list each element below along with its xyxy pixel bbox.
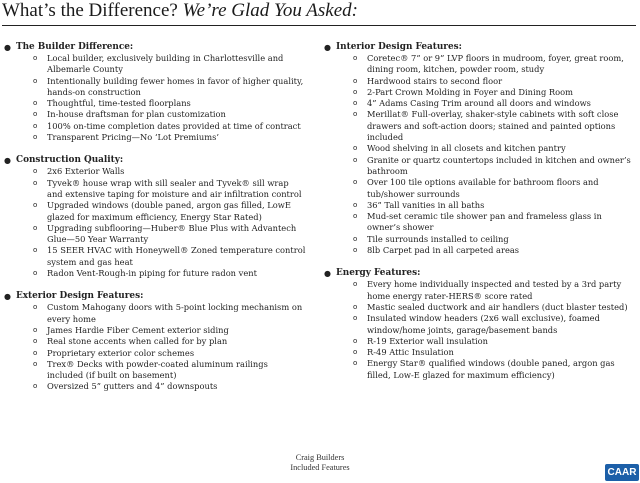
list-item-text: Energy Star® qualified windows (double paned, argon gas filled, Low-E glazed for maximum efficiency) (367, 358, 615, 380)
circle-bullet-icon: o (33, 337, 38, 346)
list-item-text: Over 100 tile options available for bathroom floors and tub/shower surrounds (367, 177, 599, 199)
circle-bullet-icon: o (353, 200, 358, 209)
list-item (2, 178, 306, 201)
circle-bullet-icon: o (353, 246, 358, 255)
list-item-text: Mud-set ceramic tile shower pan and frameless glass in owner’s shower (367, 211, 602, 233)
section-construction-quality (2, 154, 306, 279)
section-heading-text: Interior Design Features: (336, 42, 462, 52)
footer-subtitle: Included Features (290, 463, 350, 472)
circle-bullet-icon: o (353, 155, 358, 164)
circle-bullet-icon: o (353, 54, 358, 62)
list-item-text: 100% on-time completion dates provided at time of contract (47, 120, 301, 131)
circle-bullet-icon: o (353, 359, 358, 368)
circle-bullet-icon: o (33, 201, 38, 210)
circle-bullet-icon: o (33, 303, 38, 312)
circle-bullet-icon: o (353, 212, 358, 221)
circle-bullet-icon: o (33, 121, 38, 130)
list-item-text: Mastic sealed ductwork and air handlers (duct blaster tested) (367, 301, 628, 312)
list-item-text: Transparent Pricing—No ‘Lot Premiums’ (47, 132, 220, 143)
list-item-text: 2x6 Exterior Walls (47, 166, 125, 177)
circle-bullet-icon: o (353, 110, 358, 119)
list-item-text: Every home individually inspected and tested by a 3rd party home energy rater-HERS® score rated (367, 279, 622, 301)
list-item-text: Local builder, exclusively building in Charlottesville and Albemarle County (47, 53, 284, 75)
list-item-text: In-house draftsman for plan customization (47, 109, 226, 120)
title-italic: We’re Glad You Asked: (182, 0, 358, 21)
list-item-text: Upgraded windows (double paned, argon gas filled, LowE glazed for maximum efficiency, Energy Star Rated) (47, 200, 291, 222)
circle-bullet-icon: o (353, 99, 358, 108)
list-item-text: Intentionally building fewer homes in favor of higher quality, hands-on construction (47, 75, 304, 97)
list-item (2, 268, 306, 279)
circle-bullet-icon: o (33, 133, 38, 142)
list-item-text: Merillat® Full-overlay, shaker-style cabinets with soft close drawers and soft-action doors; stained and painted options included (367, 109, 619, 143)
section-heading (2, 41, 306, 53)
circle-bullet-icon: o (33, 99, 38, 108)
list-item (2, 348, 306, 359)
list-item (2, 121, 306, 132)
feature-list (322, 53, 634, 256)
feature-list (2, 53, 306, 143)
circle-bullet-icon: o (33, 348, 38, 357)
caar-logo: CAAR (605, 464, 639, 481)
list-item-text: Wood shelving in all closets and kitchen pantry (367, 143, 566, 154)
section-heading-text: Construction Quality: (16, 155, 124, 166)
section-heading-text: Energy Features: (336, 268, 421, 279)
list-item-text: 4” Adams Casing Trim around all doors and windows (367, 98, 591, 109)
section-interior-design (322, 41, 634, 256)
list-item (322, 53, 634, 76)
circle-bullet-icon: o (33, 223, 38, 232)
circle-bullet-icon: o (33, 76, 38, 85)
list-item-text: Trex® Decks with powder-coated aluminum railings included (if built on basement) (47, 358, 268, 381)
title-plain: What’s the Difference? (2, 0, 183, 21)
circle-bullet-icon: o (353, 280, 358, 289)
list-item (322, 109, 634, 143)
list-item (2, 200, 306, 223)
list-item (322, 234, 634, 245)
title-divider (2, 25, 636, 26)
list-item (2, 53, 306, 76)
section-heading (322, 41, 634, 53)
section-heading (2, 154, 306, 166)
list-item (322, 98, 634, 109)
list-item-text: Oversized 5” gutters and 4” downspouts (47, 381, 218, 392)
list-item-text: Proprietary exterior color schemes (47, 347, 195, 358)
list-item-text: Tile surrounds installed to ceiling (367, 233, 509, 244)
list-item (322, 211, 634, 234)
circle-bullet-icon: o (33, 54, 38, 62)
list-item (322, 177, 634, 200)
right-column (322, 41, 634, 392)
list-item (2, 302, 306, 325)
list-item (2, 223, 306, 246)
list-item-text: Hardwood stairs to second floor (367, 75, 503, 86)
circle-bullet-icon: o (353, 234, 358, 243)
list-item (2, 166, 306, 177)
list-item-text: Real stone accents when called for by plan (47, 336, 228, 347)
list-item-text: 2-Part Crown Molding in Foyer and Dining Room (367, 86, 574, 97)
circle-bullet-icon: o (353, 178, 358, 187)
circle-bullet-icon: o (33, 382, 38, 391)
list-item (2, 325, 306, 336)
list-item (2, 98, 306, 109)
bullet-icon: ● (4, 42, 11, 52)
circle-bullet-icon: o (353, 76, 358, 85)
list-item (322, 200, 634, 211)
list-item (322, 155, 634, 178)
section-heading (2, 290, 306, 302)
list-item (322, 313, 634, 336)
feature-list (2, 302, 306, 392)
circle-bullet-icon: o (33, 359, 38, 368)
list-item (2, 109, 306, 120)
bullet-icon: ● (324, 42, 331, 52)
section-heading (322, 267, 634, 279)
list-item (322, 302, 634, 313)
list-item (322, 87, 634, 98)
feature-list (322, 279, 634, 381)
circle-bullet-icon: o (353, 336, 358, 345)
list-item-text: Insulated window headers (2x6 wall exclusive), foamed window/home joints, garage/basement bands (367, 313, 600, 335)
list-item-text: R-49 Attic Insulation (367, 347, 454, 358)
list-item (322, 347, 634, 358)
circle-bullet-icon: o (353, 314, 358, 323)
list-item (2, 132, 306, 143)
feature-list (2, 166, 306, 279)
list-item-text: Coretec® 7” or 9” LVP floors in mudroom, foyer, great room, dining room, kitchen, powder room, study (367, 53, 624, 75)
list-item-text: Tyvek® house wrap with sill sealer and Tyvek® sill wrap and extensive taping for moisture and air infiltration control (47, 177, 302, 199)
list-item-text: 8lb Carpet pad in all carpeted areas (367, 245, 520, 256)
list-item (322, 358, 634, 381)
section-heading-text: The Builder Difference: (16, 42, 134, 52)
footer (0, 453, 640, 473)
circle-bullet-icon: o (353, 348, 358, 357)
list-item-text: Thoughtful, time-tested floorplans (47, 98, 191, 109)
circle-bullet-icon: o (33, 325, 38, 334)
footer-company: Craig Builders (295, 453, 345, 462)
list-item-text: Granite or quartz countertops included in kitchen and owner’s bathroom (367, 154, 631, 176)
list-item (322, 143, 634, 154)
bullet-icon: ● (324, 268, 331, 279)
circle-bullet-icon: o (353, 87, 358, 96)
list-item (322, 279, 634, 302)
circle-bullet-icon: o (33, 246, 38, 255)
circle-bullet-icon: o (33, 178, 38, 187)
section-builder-difference (2, 41, 306, 143)
list-item-text: Radon Vent-Rough-in piping for future radon vent (47, 268, 257, 279)
list-item (2, 245, 306, 268)
list-item-text: Upgrading subflooring—Huber® Blue Plus with Advantech Glue—50 Year Warranty (47, 222, 297, 245)
circle-bullet-icon: o (33, 167, 38, 176)
list-item-text: James Hardie Fiber Cement exterior siding (47, 324, 229, 335)
list-item (322, 76, 634, 87)
bullet-icon: ● (4, 291, 11, 302)
circle-bullet-icon: o (353, 144, 358, 153)
list-item (322, 336, 634, 347)
list-item-text: 15 SEER HVAC with Honeywell® Zoned temperature control system and gas heat (47, 245, 306, 267)
list-item-text: R-19 Exterior wall insulation (367, 335, 488, 346)
page-title (2, 0, 358, 22)
list-item (322, 245, 634, 256)
section-heading-text: Exterior Design Features: (16, 291, 144, 302)
circle-bullet-icon: o (33, 269, 38, 278)
circle-bullet-icon: o (353, 302, 358, 311)
section-energy-features (322, 267, 634, 381)
section-exterior-design (2, 290, 306, 392)
list-item-text: Custom Mahogany doors with 5-point locking mechanism on every home (47, 302, 303, 324)
list-item (2, 381, 306, 392)
list-item (2, 336, 306, 347)
circle-bullet-icon: o (33, 110, 38, 119)
list-item (2, 76, 306, 99)
bullet-icon: ● (4, 155, 11, 166)
list-item (2, 359, 306, 382)
left-column (2, 41, 306, 404)
list-item-text: 36” Tall vanities in all baths (367, 199, 485, 210)
